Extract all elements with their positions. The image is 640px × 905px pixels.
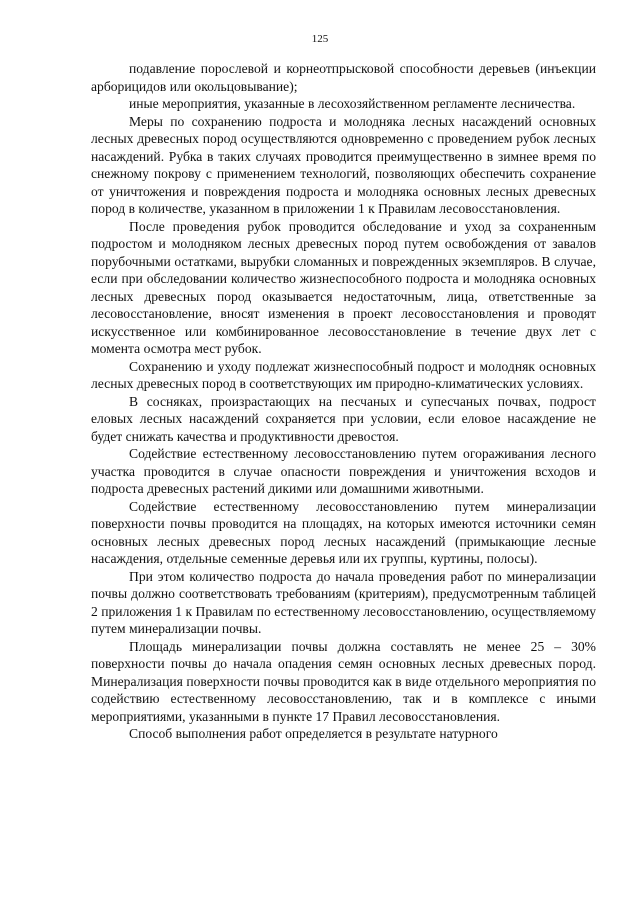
paragraph-1: подавление порослевой и корнеотпрысковой способности деревьев (инъекции арборицидов или окольцовывание); [91, 61, 596, 94]
paragraph-2: иные мероприятия, указанные в лесохозяйственном регламенте лесничества. [129, 96, 576, 111]
paragraph-10: Площадь минерализации почвы должна составлять не менее 25 – 30% поверхности почвы до начала опадения семян основных лесных древесных пород. Минерализация поверхности почвы проводится как в виде отдельного мероприятия по содействию естественному лесовосстановлению, так и в комплексе с иными мероприятиями, указанными в пункте 17 Правил лесовосстановления. [91, 638, 596, 724]
paragraph-4: После проведения рубок проводится обследование и уход за сохраненным подростом и молодняком лесных древесных пород путем освобождения от завалов порубочными остатками, вырубки сломанных и поврежденных экземпляров. В случае, если при обследовании количество жизнеспособного подроста и молодняка основных лесных древесных пород оказывается недостаточным, лица, ответственные за лесовосстановление, вносят изменения в проект лесовосстановления и проводят искусственное или комбинированное лесовосстановление в течение двух лет с момента осмотра мест рубок. [91, 218, 596, 356]
paragraph-7: Содействие естественному лесовосстановлению путем огораживания лесного участка проводится в случае опасности повреждения и уничтожения всходов и подроста древесных растений дикими или домашними животными. [91, 446, 596, 496]
body-text [91, 60, 596, 743]
paragraph-6: В сосняках, произрастающих на песчаных и супесчаных почвах, подрост еловых лесных насаждений сохраняется при условии, если еловое насаждение не будет снижать качества и продуктивности древостоя. [91, 393, 596, 444]
paragraph-8: Содействие естественному лесовосстановлению путем минерализации поверхности почвы проводится на площадях, на которых имеются источники семян основных лесных древесных пород лесных насаждений (примыкающие лесные насаждения, отдельные семенные деревья или их группы, куртины, полосы). [91, 498, 596, 566]
paragraph-11: Способ выполнения работ определяется в результате натурного [129, 726, 498, 741]
paragraph-3: Меры по сохранению подроста и молодняка лесных насаждений основных лесных древесных пород осуществляются одновременно с проведением рубок лесных насаждений. Рубка в таких случаях проводится преимущественно в зимнее время по снежному покрову с применением технологий, позволяющих обеспечить сохранение от уничтожения и повреждения подроста и молодняка основных лесных древесных пород в количестве, указанном в приложении 1 к Правилам лесовосстановления. [91, 113, 596, 216]
page-number: 125 [311, 33, 329, 45]
paragraph-5: Сохранению и уходу подлежат жизнеспособный подрост и молодняк основных лесных древесных пород в соответствующих им природно-климатических условиях. [91, 358, 596, 391]
paragraph-9: При этом количество подроста до начала проведения работ по минерализации почвы должно соответствовать требованиям (критериям), предусмотренным таблицей 2 приложения 1 к Правилам по естественному лесовосстановлению, осуществляемому путем минерализации почвы. [91, 568, 596, 636]
